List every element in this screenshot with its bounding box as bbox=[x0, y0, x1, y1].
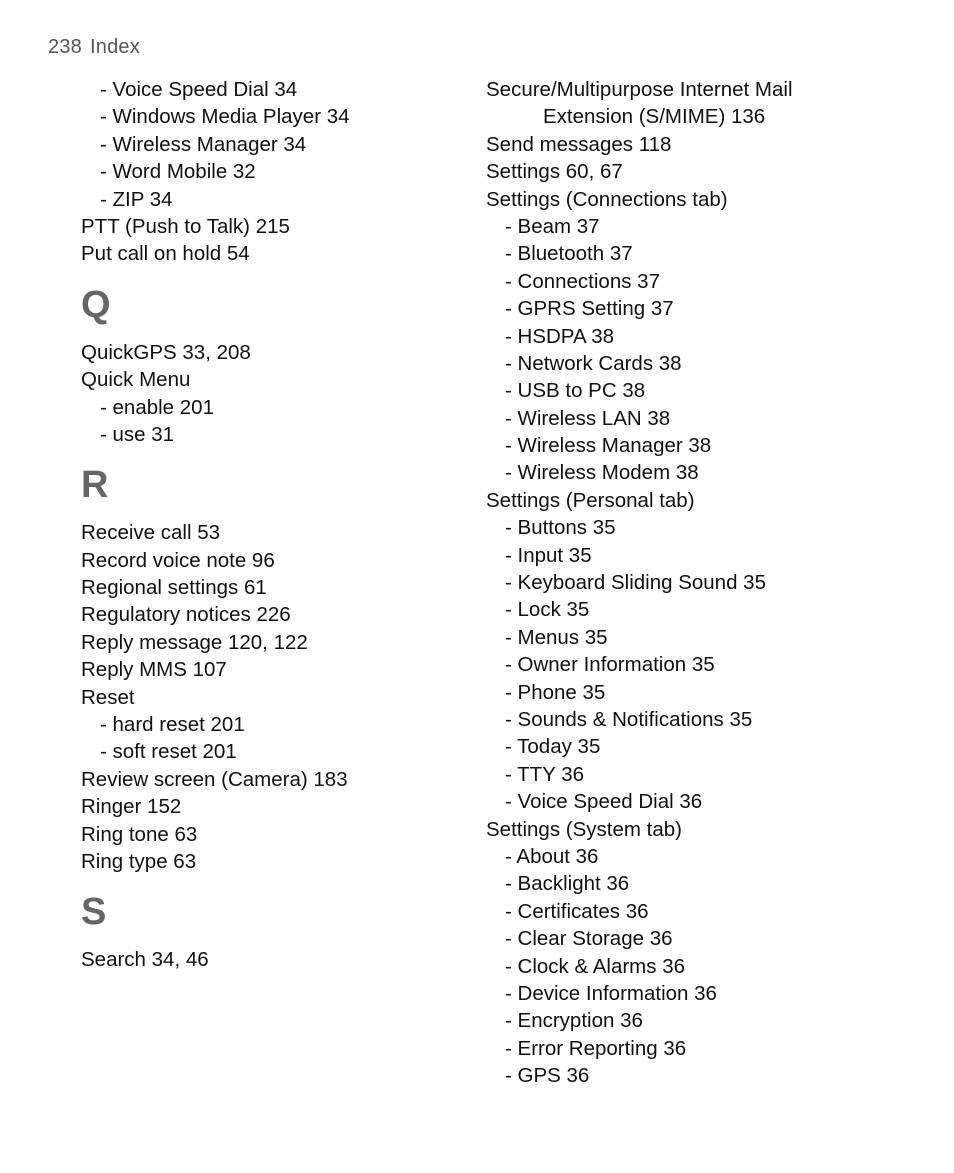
index-subentry: - HSDPA 38 bbox=[505, 324, 614, 348]
index-entry: Quick Menu bbox=[81, 368, 191, 392]
index-subentry: - Owner Information 35 bbox=[505, 653, 715, 677]
index-subentry: - Bluetooth 37 bbox=[505, 242, 633, 266]
index-subentry: - Keyboard Sliding Sound 35 bbox=[505, 571, 766, 595]
index-subentry: - Wireless LAN 38 bbox=[505, 406, 671, 430]
index-entry-continuation: Extension (S/MIME) 136 bbox=[543, 105, 766, 129]
index-subentry: - Network Cards 38 bbox=[505, 351, 682, 375]
index-subentry: - Wireless Modem 38 bbox=[505, 461, 699, 485]
index-subentry: - Beam 37 bbox=[505, 214, 600, 238]
index-subentry: - Clear Storage 36 bbox=[505, 927, 673, 951]
index-entry: Secure/Multipurpose Internet Mail bbox=[486, 78, 793, 101]
index-entry: Settings (Personal tab) bbox=[486, 488, 695, 512]
index-subentry: - soft reset 201 bbox=[100, 740, 237, 764]
index-letter-heading: R bbox=[81, 464, 109, 507]
index-subentry: - Clock & Alarms 36 bbox=[505, 954, 685, 978]
index-subentry: - Sounds & Notifications 35 bbox=[505, 707, 753, 731]
index-entry: Settings 60, 67 bbox=[486, 160, 623, 184]
index-letter-heading: S bbox=[81, 891, 107, 934]
index-column-left bbox=[81, 76, 461, 974]
index-entry: Regulatory notices 226 bbox=[81, 603, 291, 627]
index-subentry: - ZIP 34 bbox=[100, 187, 173, 211]
index-subentry: - Windows Media Player 34 bbox=[100, 105, 350, 129]
index-subentry: - Voice Speed Dial 36 bbox=[505, 790, 703, 814]
index-entry: Review screen (Camera) 183 bbox=[81, 767, 348, 791]
index-letter-heading: Q bbox=[81, 283, 111, 326]
index-entry: Put call on hold 54 bbox=[81, 242, 250, 266]
index-subentry: - Wireless Manager 38 bbox=[505, 434, 712, 458]
index-subentry: - enable 201 bbox=[100, 395, 214, 419]
index-entry: Ring tone 63 bbox=[81, 822, 198, 846]
page-number: 238 bbox=[48, 36, 82, 58]
index-entry: Receive call 53 bbox=[81, 521, 221, 545]
index-subentry: - GPS 36 bbox=[505, 1064, 590, 1088]
index-entry: Regional settings 61 bbox=[81, 576, 267, 600]
index-entry: Ring type 63 bbox=[81, 849, 197, 873]
index-entry: Ringer 152 bbox=[81, 795, 182, 819]
index-subentry: - Voice Speed Dial 34 bbox=[100, 78, 298, 101]
index-entry: Reply message 120, 122 bbox=[81, 630, 308, 654]
index-entry: Send messages 118 bbox=[486, 132, 672, 156]
page-header bbox=[48, 36, 140, 59]
index-subentry: - Buttons 35 bbox=[505, 516, 616, 540]
index-subentry: - Lock 35 bbox=[505, 598, 590, 622]
index-subentry: - Backlight 36 bbox=[505, 872, 630, 896]
index-entry: Settings (Connections tab) bbox=[486, 187, 728, 211]
index-entry: PTT (Push to Talk) 215 bbox=[81, 214, 290, 238]
index-subentry: - Today 35 bbox=[505, 735, 601, 759]
index-subentry: - Phone 35 bbox=[505, 680, 606, 704]
index-column-right bbox=[486, 76, 926, 1089]
index-subentry: - hard reset 201 bbox=[100, 713, 245, 737]
index-entry: Reply MMS 107 bbox=[81, 658, 227, 682]
index-subentry: - USB to PC 38 bbox=[505, 379, 646, 403]
index-subentry: - Connections 37 bbox=[505, 269, 660, 293]
index-subentry: - use 31 bbox=[100, 422, 175, 446]
index-subentry: - Input 35 bbox=[505, 543, 592, 567]
index-entry: QuickGPS 33, 208 bbox=[81, 340, 251, 364]
index-entry: Record voice note 96 bbox=[81, 548, 275, 572]
index-subentry: - Encryption 36 bbox=[505, 1009, 643, 1033]
index-subentry: - About 36 bbox=[505, 844, 599, 868]
index-entry: Reset bbox=[81, 685, 135, 709]
index-subentry: - Device Information 36 bbox=[505, 981, 717, 1005]
index-subentry: - Certificates 36 bbox=[505, 899, 649, 923]
index-subentry: - Menus 35 bbox=[505, 625, 608, 649]
index-entry: Search 34, 46 bbox=[81, 948, 209, 972]
index-subentry: - TTY 36 bbox=[505, 762, 584, 786]
index-subentry: - Wireless Manager 34 bbox=[100, 132, 307, 156]
index-subentry: - GPRS Setting 37 bbox=[505, 297, 674, 321]
section-title: Index bbox=[89, 36, 140, 58]
index-subentry: - Word Mobile 32 bbox=[100, 160, 256, 184]
index-entry: Settings (System tab) bbox=[486, 817, 682, 841]
index-subentry: - Error Reporting 36 bbox=[505, 1036, 687, 1060]
